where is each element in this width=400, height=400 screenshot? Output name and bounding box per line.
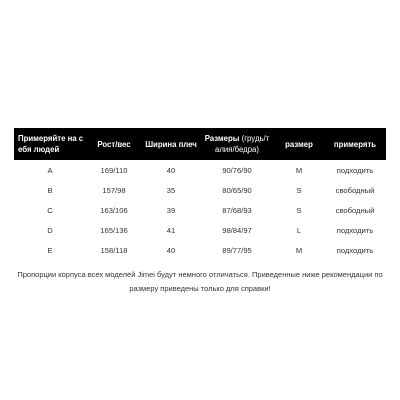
table-row bbox=[14, 180, 386, 200]
cell-measurements: 90/76/90 bbox=[222, 165, 252, 175]
header-measurements-note: (грудь/т алия/бедра) bbox=[215, 134, 270, 154]
cell-fit: подходить bbox=[336, 225, 374, 235]
header-height-weight: Рост/вес bbox=[86, 128, 142, 160]
table-row bbox=[14, 240, 386, 260]
cell-fit: подходить bbox=[336, 165, 374, 175]
cell-height-weight: 158/118 bbox=[100, 245, 128, 255]
cell-size: L bbox=[296, 225, 302, 235]
cell-shoulder: 35 bbox=[166, 185, 176, 195]
cell-fit: свободный bbox=[335, 185, 375, 195]
table-row bbox=[14, 160, 386, 180]
cell-height-weight: 169/110 bbox=[100, 165, 128, 175]
size-table bbox=[14, 128, 386, 260]
header-model: Примеряйте на с ебя людей bbox=[14, 128, 86, 160]
cell-fit: свободный bbox=[335, 205, 375, 215]
table-row bbox=[14, 220, 386, 240]
cell-measurements: 89/77/95 bbox=[222, 245, 252, 255]
cell-model: E bbox=[47, 245, 53, 255]
cell-model: A bbox=[47, 165, 53, 175]
cell-model: C bbox=[47, 205, 53, 215]
cell-size: S bbox=[296, 185, 302, 195]
cell-shoulder: 41 bbox=[166, 225, 176, 235]
cell-height-weight: 157/98 bbox=[102, 185, 126, 195]
cell-shoulder: 40 bbox=[166, 245, 176, 255]
cell-measurements: 98/84/97 bbox=[222, 225, 252, 235]
header-fit: примерять bbox=[324, 128, 386, 160]
table-row bbox=[14, 200, 386, 220]
header-measurements: Размеры (грудь/т алия/бедра) bbox=[200, 128, 274, 160]
cell-model: D bbox=[47, 225, 53, 235]
cell-height-weight: 165/136 bbox=[100, 225, 128, 235]
header-size: размер bbox=[274, 128, 324, 160]
cell-size: S bbox=[296, 205, 302, 215]
cell-height-weight: 163/106 bbox=[100, 205, 128, 215]
cell-size: M bbox=[295, 165, 303, 175]
header-shoulder-width: Ширина плеч bbox=[142, 128, 200, 160]
cell-shoulder: 39 bbox=[166, 205, 176, 215]
cell-measurements: 80/65/90 bbox=[222, 185, 252, 195]
table-header-row bbox=[14, 128, 386, 160]
size-disclaimer: Пропорции корпуса всех моделей Jimei будут немного отличаться. Приведенные ниже рекомендации по размеру приведены только для справки! bbox=[17, 269, 383, 293]
cell-fit: подходить bbox=[336, 245, 374, 255]
cell-measurements: 87/68/93 bbox=[222, 205, 252, 215]
cell-size: M bbox=[295, 245, 303, 255]
cell-shoulder: 40 bbox=[166, 165, 176, 175]
cell-model: B bbox=[47, 185, 53, 195]
